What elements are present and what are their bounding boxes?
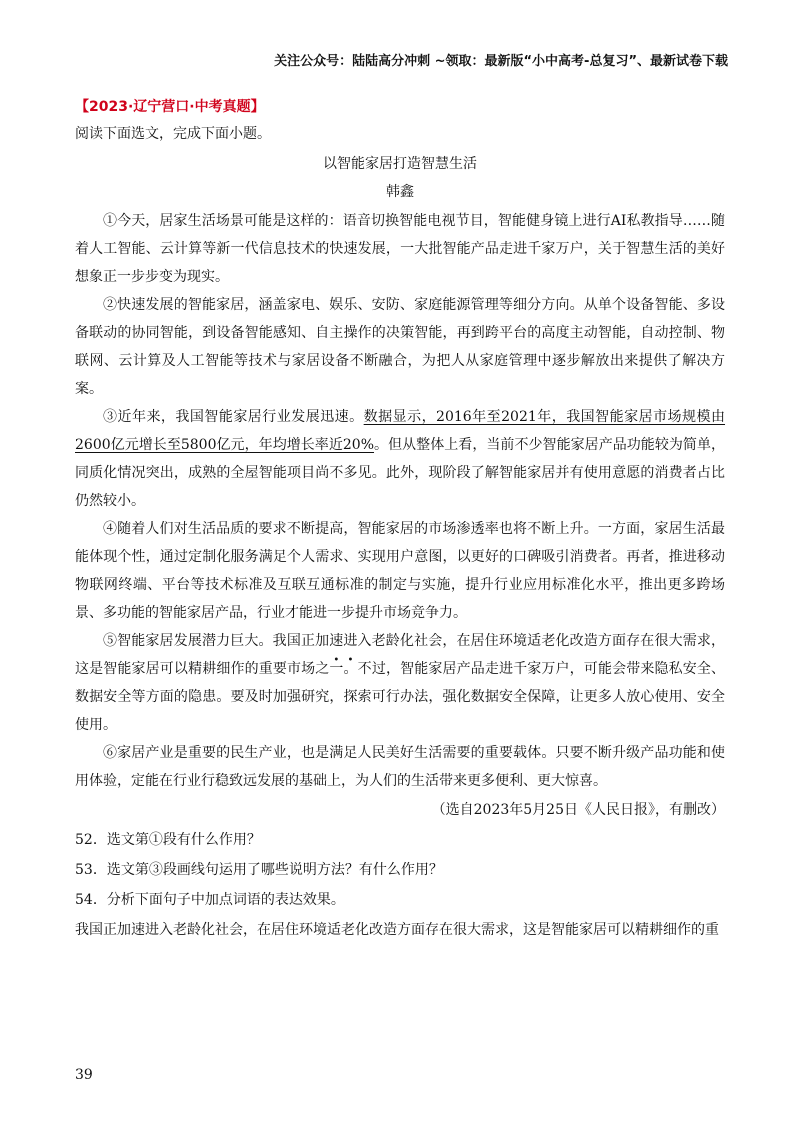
document-body bbox=[75, 97, 725, 943]
page-header: 关注公众号：陆陆高分冲刺 ~领取：最新版“小中高考-总复习”、最新试卷下载 bbox=[274, 54, 728, 69]
article-credit: （选自2023年5月25日《人民日报》，有删改） bbox=[431, 802, 725, 818]
question-54-sentence: 我国正加速进入老龄化社会，在居住环境适老化改造方面存在很大需求，这是智能家居可以精耕细作的重 bbox=[75, 922, 719, 938]
instruction: 阅读下面选文，完成下面小题。 bbox=[75, 126, 271, 142]
dotted-char-2: 一 bbox=[329, 661, 344, 677]
underlined-sentence: 数据显示，2016年至2021年，我国智能家居市场规模由2600亿元增长至5800亿元，年均增长率近20% bbox=[75, 409, 726, 453]
paragraph-3-lead: ③近年来，我国智能家居行业发展迅速。 bbox=[103, 409, 364, 425]
paragraph-6: ⑥家居产业是重要的民生产业，也是满足人民美好生活需要的重要载体。只要不断升级产品功能和使用体验，定能在行业行稳致远发展的基础上，为人们的生活带来更多便利、更大惊喜。 bbox=[75, 745, 725, 789]
question-53: 53．选文第③段画线句运用了哪些说明方法？有什么作用？ bbox=[75, 862, 443, 878]
question-52: 52．选文第①段有什么作用？ bbox=[75, 832, 261, 848]
paragraph-5-lead: ⑤智能家居发展潜力巨大。我国正加速进入老龄化社会，在居住环境适老化改造方面存在很大需求，这是智能家居可以精耕细作的重要市场 bbox=[75, 633, 725, 677]
dotted-char-1: 之 bbox=[315, 661, 330, 677]
source-tag: 【2023·辽宁营口·中考真题】 bbox=[75, 99, 265, 115]
paragraph-5-tail: 。不过，智能家居产品走进千家万户，可能会带来隐私安全、数据安全等方面的隐患。要及时加强研究，探索可行办法，强化数据安全保障，让更多人放心使用、安全使用。 bbox=[75, 661, 726, 733]
paragraph-3 bbox=[75, 403, 725, 515]
paragraph-4: ④随着人们对生活品质的要求不断提高，智能家居的市场渗透率也将不断上升。一方面，家居生活最能体现个性，通过定制化服务满足个人需求、实现用户意图，以更好的口碑吸引消费者。再者，推进移动物联网终端、平台等技术标准及互联互通标准的制定与实施，提升行业应用标准化水平，推出更多跨场景、多功能的智能家居产品，行业才能进一步提升市场竞争力。 bbox=[75, 521, 725, 621]
page-number: 39 bbox=[75, 1067, 93, 1083]
paragraph-2: ②快速发展的智能家居，涵盖家电、娱乐、安防、家庭能源管理等细分方向。从单个设备智能、多设备联动的协同智能，到设备智能感知、自主操作的决策智能，再到跨平台的高度主动智能，自动控制、物联网、云计算及人工智能等技术与家居设备不断融合，为把人从家庭管理中逐步解放出来提供了解决方案。 bbox=[75, 297, 725, 397]
paragraph-5 bbox=[75, 627, 725, 739]
paragraph-3-tail: 。但从整体上看，当前不少智能家居产品功能较为简单，同质化情况突出，成熟的全屋智能项目尚不多见。此外，现阶段了解智能家居并有使用意愿的消费者占比仍然较小。 bbox=[75, 437, 726, 509]
question-54: 54．分析下面句子中加点词语的表达效果。 bbox=[75, 892, 345, 908]
article-author: 韩鑫 bbox=[386, 184, 414, 200]
paragraph-1: ①今天，居家生活场景可能是这样的：语音切换智能电视节目，智能健身镜上进行AI私教指导……随着人工智能、云计算等新一代信息技术的快速发展，一大批智能产品走进千家万户，关于智慧生活的美好想象正一步步变为现实。 bbox=[75, 213, 725, 285]
article-title: 以智能家居打造智慧生活 bbox=[323, 156, 477, 172]
